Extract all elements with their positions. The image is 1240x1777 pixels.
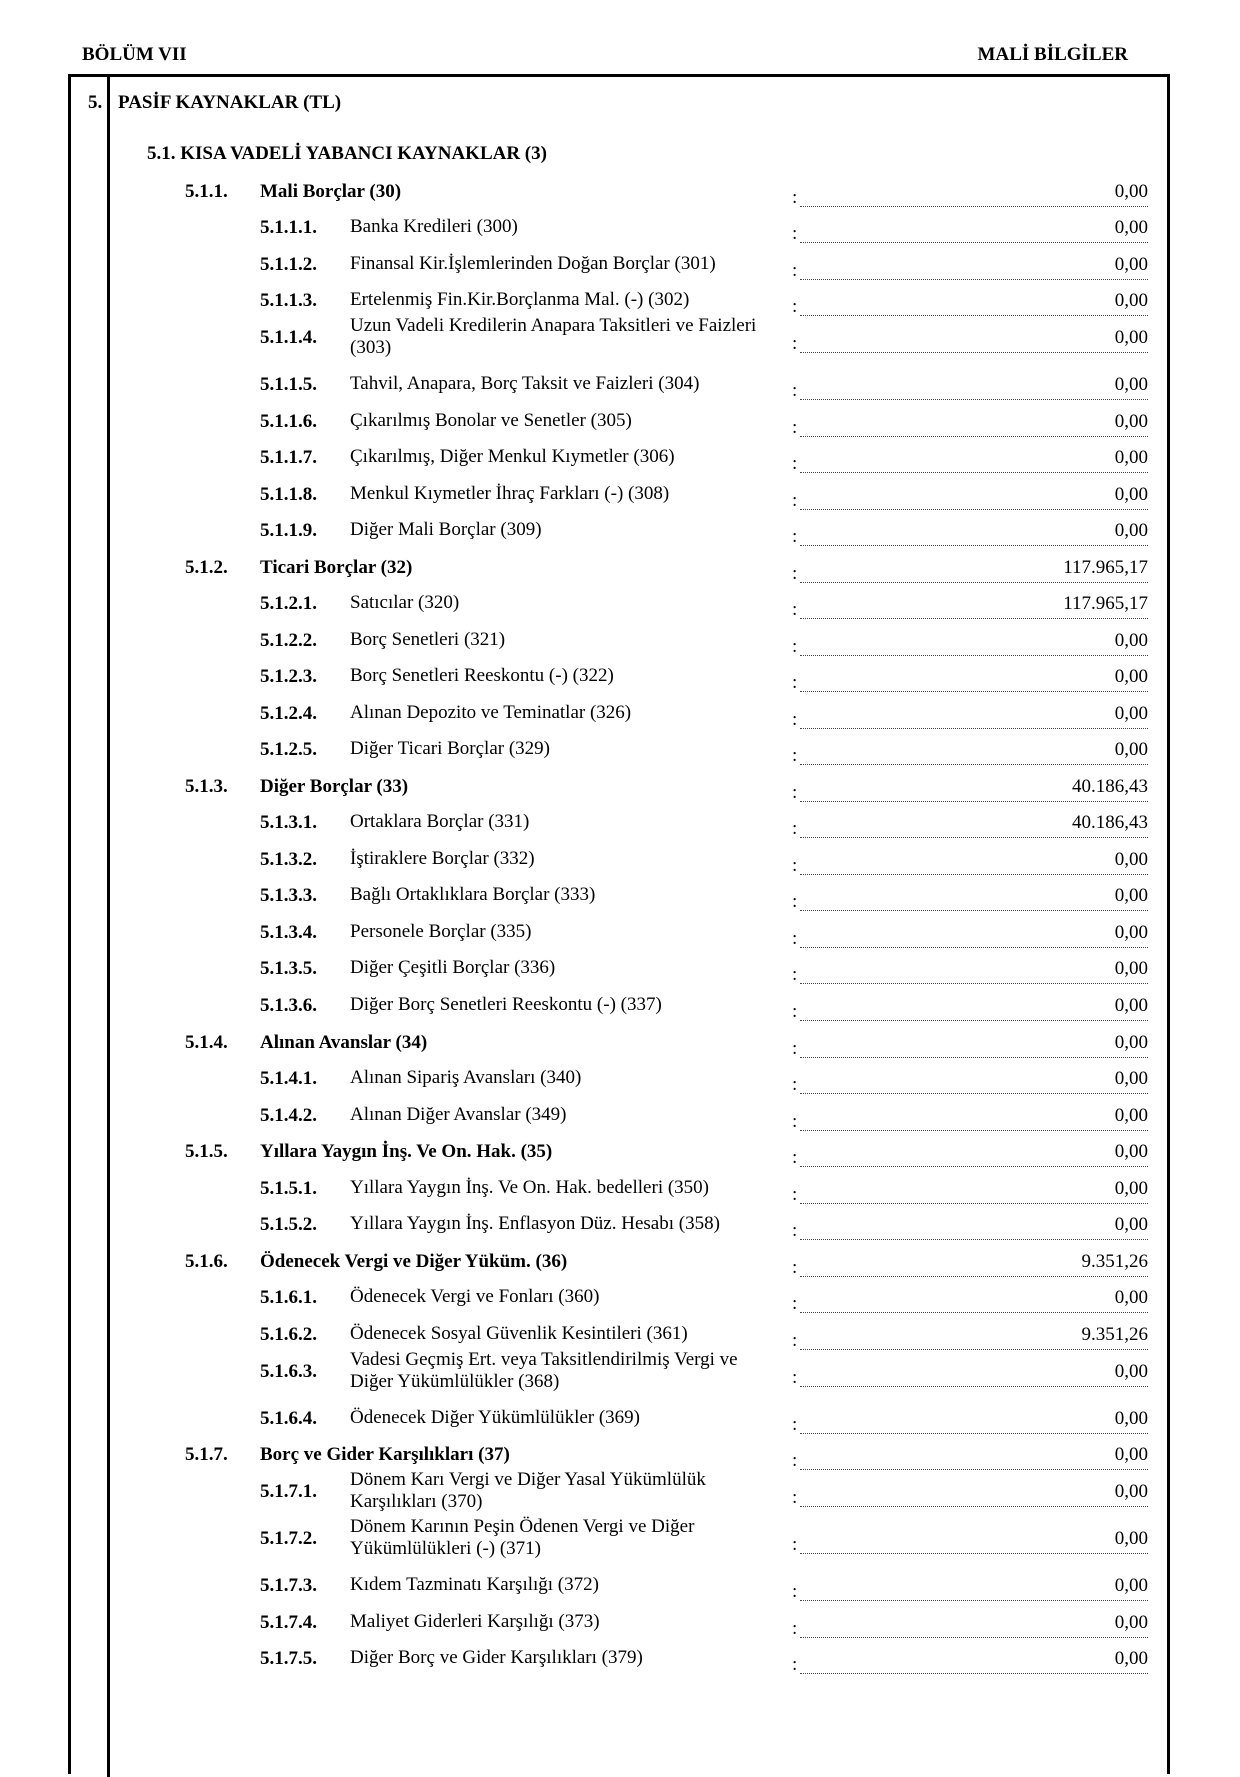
account-value: 9.351,26 [800, 1324, 1148, 1350]
account-number: 5.1.5.1. [260, 1178, 317, 1199]
account-value: 0,00 [800, 374, 1148, 400]
account-label: Personele Borçlar (335) [350, 921, 532, 942]
account-label: Menkul Kıymetler İhraç Farkları (-) (308) [350, 483, 670, 504]
account-number: 5.1.3.6. [260, 995, 317, 1016]
account-value: 9.351,26 [800, 1251, 1148, 1277]
account-value: 0,00 [800, 1287, 1148, 1313]
account-number: 5.1.2.1. [260, 593, 317, 614]
colon-separator: : [792, 891, 798, 912]
table-row [0, 1141, 1240, 1171]
account-value: 0,00 [800, 995, 1148, 1021]
table-row [0, 1178, 1240, 1208]
account-number: 5.1.1.8. [260, 484, 317, 505]
account-number: 5.1.1.1. [260, 217, 317, 238]
colon-separator: : [792, 1147, 798, 1168]
table-row [0, 520, 1240, 550]
colon-separator: : [792, 1654, 798, 1675]
colon-separator: : [792, 453, 798, 474]
account-label: Alınan Avanslar (34) [260, 1032, 428, 1053]
colon-separator: : [792, 187, 798, 208]
account-value: 0,00 [800, 849, 1148, 875]
account-label: Ertelenmiş Fin.Kir.Borçlanma Mal. (-) (302) [350, 289, 690, 310]
table-row [0, 922, 1240, 952]
account-number: 5.1.2. [185, 557, 228, 578]
colon-separator: : [792, 260, 798, 281]
table-row [0, 593, 1240, 623]
account-label: Borç Senetleri Reeskontu (-) (322) [350, 665, 614, 686]
account-label: Dönem Karının Peşin Ödenen Vergi ve Diğer Yükümlülükleri (-) (371) [350, 1516, 695, 1559]
colon-separator: : [792, 1184, 798, 1205]
account-label: Ortaklara Borçlar (331) [350, 811, 530, 832]
account-number: 5.1.1.3. [260, 290, 317, 311]
colon-separator: : [792, 526, 798, 547]
account-value: 0,00 [800, 1648, 1148, 1674]
colon-separator: : [792, 928, 798, 949]
account-number: 5.1.7.5. [260, 1648, 317, 1669]
account-label: Uzun Vadeli Kredilerin Anapara Taksitleri ve Faizleri (303) [350, 315, 757, 358]
account-label: Diğer Ticari Borçlar (329) [350, 738, 550, 759]
account-value: 0,00 [800, 484, 1148, 510]
account-number: 5.1.1.5. [260, 374, 317, 395]
colon-separator: : [792, 1367, 798, 1388]
account-value: 0,00 [800, 254, 1148, 280]
account-label: Çıkarılmış Bonolar ve Senetler (305) [350, 410, 632, 431]
account-value: 0,00 [800, 520, 1148, 546]
account-value: 0,00 [800, 1444, 1148, 1470]
account-label: Diğer Borçlar (33) [260, 776, 409, 797]
table-row [0, 1469, 1240, 1512]
account-value: 0,00 [800, 181, 1148, 207]
account-label: Yıllara Yaygın İnş. Ve On. Hak. bedelleri (350) [350, 1177, 709, 1198]
account-number: 5.1.3.3. [260, 885, 317, 906]
account-value: 0,00 [800, 1141, 1148, 1167]
table-row [0, 1516, 1240, 1559]
account-label: Borç Senetleri (321) [350, 629, 506, 650]
table-row [0, 776, 1240, 806]
account-value: 0,00 [800, 1032, 1148, 1058]
colon-separator: : [792, 1038, 798, 1059]
account-number: 5.1.2.5. [260, 739, 317, 760]
colon-separator: : [792, 1074, 798, 1095]
table-row [0, 849, 1240, 879]
account-label: Alınan Diğer Avanslar (349) [350, 1104, 567, 1125]
table-row [0, 1575, 1240, 1605]
account-number: 5.1.6. [185, 1251, 228, 1272]
account-number: 5.1.7.4. [260, 1612, 317, 1633]
table-row [0, 374, 1240, 404]
account-label: Yıllara Yaygın İnş. Ve On. Hak. (35) [260, 1141, 553, 1162]
account-number: 5.1.2.2. [260, 630, 317, 651]
account-value: 0,00 [800, 958, 1148, 984]
account-label: Banka Kredileri (300) [350, 216, 518, 237]
account-number: 5.1.6.3. [260, 1361, 317, 1382]
colon-separator: : [792, 636, 798, 657]
account-label: Finansal Kir.İşlemlerinden Doğan Borçlar (301) [350, 253, 716, 274]
colon-separator: : [792, 1618, 798, 1639]
account-value: 0,00 [800, 1105, 1148, 1131]
account-number: 5.1.2.3. [260, 666, 317, 687]
account-value: 0,00 [800, 1361, 1148, 1387]
account-label: Bağlı Ortaklıklara Borçlar (333) [350, 884, 596, 905]
account-label: Borç ve Gider Karşılıkları (37) [260, 1444, 510, 1465]
section-subject-title: MALİ BİLGİLER [977, 44, 1128, 65]
account-value: 117.965,17 [800, 593, 1148, 619]
table-row [0, 1408, 1240, 1438]
account-label: Alınan Depozito ve Teminatlar (326) [350, 702, 632, 723]
colon-separator: : [792, 1581, 798, 1602]
account-label: Ödenecek Diğer Yükümlülükler (369) [350, 1407, 641, 1428]
account-number: 5.1.7. [185, 1444, 228, 1465]
account-value: 0,00 [800, 411, 1148, 437]
colon-separator: : [792, 1487, 798, 1508]
table-row [0, 958, 1240, 988]
colon-separator: : [792, 818, 798, 839]
account-number: 5.1.2.4. [260, 703, 317, 724]
account-number: 5.1.1.9. [260, 520, 317, 541]
colon-separator: : [792, 1330, 798, 1351]
account-number: 5.1.1.2. [260, 254, 317, 275]
table-row [0, 411, 1240, 441]
account-value: 0,00 [800, 630, 1148, 656]
account-number: 5.1.1.7. [260, 447, 317, 468]
table-row [0, 181, 1240, 211]
account-label: Çıkarılmış, Diğer Menkul Kıymetler (306) [350, 446, 675, 467]
account-number: 5.1.3.4. [260, 922, 317, 943]
account-label: Alınan Sipariş Avansları (340) [350, 1067, 582, 1088]
account-value: 0,00 [800, 885, 1148, 911]
colon-separator: : [792, 296, 798, 317]
colon-separator: : [792, 417, 798, 438]
table-row [0, 447, 1240, 477]
account-number: 5.1.3.1. [260, 812, 317, 833]
account-label: Ödenecek Vergi ve Diğer Yüküm. (36) [260, 1251, 568, 1272]
table-row [0, 630, 1240, 660]
account-number: 5.1.7.2. [260, 1528, 317, 1549]
account-label: Satıcılar (320) [350, 592, 460, 613]
table-row [0, 1032, 1240, 1062]
account-value: 0,00 [800, 447, 1148, 473]
colon-separator: : [792, 1450, 798, 1471]
table-row [0, 557, 1240, 587]
account-label: Ödenecek Sosyal Güvenlik Kesintileri (361) [350, 1323, 688, 1344]
account-number: 5.1.1. [185, 181, 228, 202]
account-value: 0,00 [800, 1575, 1148, 1601]
account-label: Diğer Mali Borçlar (309) [350, 519, 542, 540]
account-number: 5.1.1.4. [260, 327, 317, 348]
colon-separator: : [792, 1220, 798, 1241]
table-row [0, 1287, 1240, 1317]
account-number: 5.1.6.1. [260, 1287, 317, 1308]
account-number: 5.1.7.3. [260, 1575, 317, 1596]
table-row [0, 217, 1240, 247]
account-value: 0,00 [800, 1612, 1148, 1638]
subsection-title: 5.1. KISA VADELİ YABANCI KAYNAKLAR (3) [147, 143, 547, 164]
table-row [0, 703, 1240, 733]
account-value: 0,00 [800, 1528, 1148, 1554]
table-row [0, 1648, 1240, 1678]
account-label: Ödenecek Vergi ve Fonları (360) [350, 1286, 600, 1307]
table-row [0, 1612, 1240, 1642]
table-row [0, 315, 1240, 358]
account-number: 5.1.7.1. [260, 1481, 317, 1502]
colon-separator: : [792, 1111, 798, 1132]
account-value: 40.186,43 [800, 776, 1148, 802]
account-label: Diğer Borç Senetleri Reeskontu (-) (337) [350, 994, 662, 1015]
account-value: 0,00 [800, 1178, 1148, 1204]
colon-separator: : [792, 223, 798, 244]
account-label: Diğer Çeşitli Borçlar (336) [350, 957, 556, 978]
table-row [0, 995, 1240, 1025]
account-number: 5.1.3. [185, 776, 228, 797]
account-label: Mali Borçlar (30) [260, 181, 402, 202]
colon-separator: : [792, 855, 798, 876]
account-value: 0,00 [800, 703, 1148, 729]
colon-separator: : [792, 1257, 798, 1278]
section-number: 5. [88, 92, 103, 113]
table-row [0, 1251, 1240, 1281]
account-number: 5.1.4.1. [260, 1068, 317, 1089]
table-row [0, 812, 1240, 842]
account-value: 0,00 [800, 1214, 1148, 1240]
colon-separator: : [792, 599, 798, 620]
colon-separator: : [792, 1293, 798, 1314]
account-label: Vadesi Geçmiş Ert. veya Taksitlendirilmiş Vergi ve Diğer Yükümlülükler (368) [350, 1349, 738, 1392]
table-row [0, 666, 1240, 696]
account-value: 0,00 [800, 327, 1148, 353]
account-number: 5.1.5.2. [260, 1214, 317, 1235]
colon-separator: : [792, 782, 798, 803]
account-number: 5.1.5. [185, 1141, 228, 1162]
account-number: 5.1.3.5. [260, 958, 317, 979]
section-title: PASİF KAYNAKLAR (TL) [118, 92, 342, 113]
account-label: Maliyet Giderleri Karşılığı (373) [350, 1611, 600, 1632]
table-row [0, 254, 1240, 284]
account-label: Dönem Karı Vergi ve Diğer Yasal Yükümlülük Karşılıkları (370) [350, 1469, 706, 1512]
account-number: 5.1.6.4. [260, 1408, 317, 1429]
account-label: Tahvil, Anapara, Borç Taksit ve Faizleri (304) [350, 373, 700, 394]
account-label: Ticari Borçlar (32) [260, 557, 413, 578]
section-chapter-title: BÖLÜM VII [82, 44, 187, 65]
account-label: İştiraklere Borçlar (332) [350, 848, 535, 869]
account-value: 0,00 [800, 922, 1148, 948]
account-value: 0,00 [800, 1068, 1148, 1094]
account-number: 5.1.1.6. [260, 411, 317, 432]
account-value: 0,00 [800, 739, 1148, 765]
table-row [0, 1214, 1240, 1244]
account-value: 0,00 [800, 290, 1148, 316]
table-row [0, 885, 1240, 915]
account-label: Yıllara Yaygın İnş. Enflasyon Düz. Hesabı (358) [350, 1213, 720, 1234]
colon-separator: : [792, 1414, 798, 1435]
colon-separator: : [792, 333, 798, 354]
account-number: 5.1.3.2. [260, 849, 317, 870]
table-row [0, 1349, 1240, 1392]
table-row [0, 484, 1240, 514]
account-label: Kıdem Tazminatı Karşılığı (372) [350, 1574, 599, 1595]
account-number: 5.1.4. [185, 1032, 228, 1053]
colon-separator: : [792, 709, 798, 730]
account-number: 5.1.6.2. [260, 1324, 317, 1345]
colon-separator: : [792, 563, 798, 584]
colon-separator: : [792, 964, 798, 985]
colon-separator: : [792, 672, 798, 693]
colon-separator: : [792, 1534, 798, 1555]
account-value: 0,00 [800, 1481, 1148, 1507]
colon-separator: : [792, 1001, 798, 1022]
account-value: 0,00 [800, 1408, 1148, 1434]
colon-separator: : [792, 490, 798, 511]
table-row [0, 739, 1240, 769]
table-row [0, 1105, 1240, 1135]
colon-separator: : [792, 380, 798, 401]
account-value: 0,00 [800, 666, 1148, 692]
account-value: 117.965,17 [800, 557, 1148, 583]
account-number: 5.1.4.2. [260, 1105, 317, 1126]
account-value: 0,00 [800, 217, 1148, 243]
account-value: 40.186,43 [800, 812, 1148, 838]
account-label: Diğer Borç ve Gider Karşılıkları (379) [350, 1647, 643, 1668]
table-row [0, 1068, 1240, 1098]
colon-separator: : [792, 745, 798, 766]
